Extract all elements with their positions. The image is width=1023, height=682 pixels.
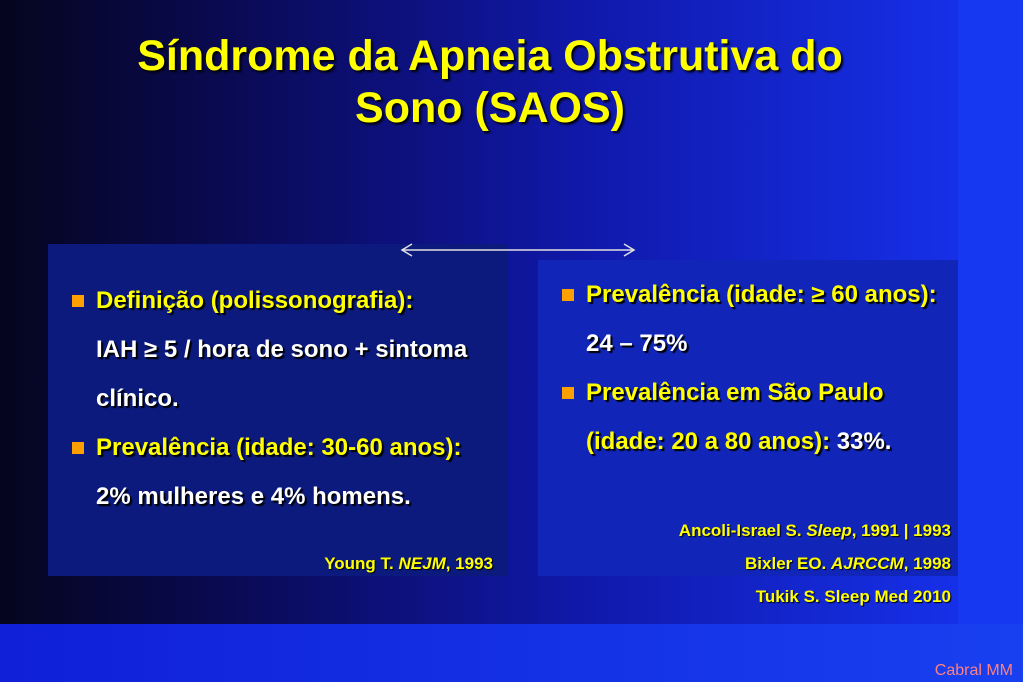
prevalence-adult-heading: Prevalência (idade: 30-60 anos): bbox=[96, 434, 462, 461]
definition-criterion: IAH ≥ 5 / hora de sono + sintoma bbox=[96, 336, 468, 363]
title-line-2: Sono (SAOS) bbox=[355, 84, 625, 132]
bullet-square-icon bbox=[72, 295, 84, 307]
reference-tufik: Tukik S. Sleep Med 2010 bbox=[755, 587, 951, 606]
bottom-band bbox=[0, 624, 1023, 682]
reference-young: Young T. NEJM, 1993 bbox=[324, 554, 493, 573]
left-bullet-list bbox=[68, 276, 498, 521]
definition-criterion-cont: clínico. bbox=[96, 385, 179, 412]
bullet-square-icon bbox=[562, 387, 574, 399]
right-band bbox=[958, 0, 1023, 624]
prevalence-elderly-value: 24 – 75% bbox=[586, 330, 688, 357]
slide-title bbox=[40, 30, 940, 134]
title-line-1: Síndrome da Apneia Obstrutiva do bbox=[137, 32, 843, 80]
reference-bixler: Bixler EO. AJRCCM, 1998 bbox=[745, 554, 951, 573]
reference-ancoli-israel: Ancoli-Israel S. Sleep, 1991 | 1993 bbox=[678, 521, 951, 540]
list-item bbox=[558, 270, 958, 368]
list-item bbox=[68, 276, 498, 423]
right-bullet-list bbox=[558, 270, 958, 466]
prevalence-sp-value: 33%. bbox=[836, 428, 892, 455]
double-arrow-icon bbox=[398, 240, 638, 260]
prevalence-adult-value: 2% mulheres e 4% homens. bbox=[96, 483, 411, 510]
list-item bbox=[68, 423, 498, 521]
bullet-square-icon bbox=[72, 442, 84, 454]
definition-heading: Definição (polissonografia): bbox=[96, 287, 414, 314]
list-item bbox=[558, 368, 958, 466]
prevalence-sp-heading: Prevalência em São Paulo bbox=[586, 379, 884, 406]
author-signature: Cabral MM bbox=[934, 662, 1013, 679]
prevalence-elderly-heading: Prevalência (idade: ≥ 60 anos): bbox=[586, 281, 937, 308]
prevalence-sp-age: (idade: 20 a 80 anos): bbox=[586, 428, 837, 455]
bullet-square-icon bbox=[562, 289, 574, 301]
